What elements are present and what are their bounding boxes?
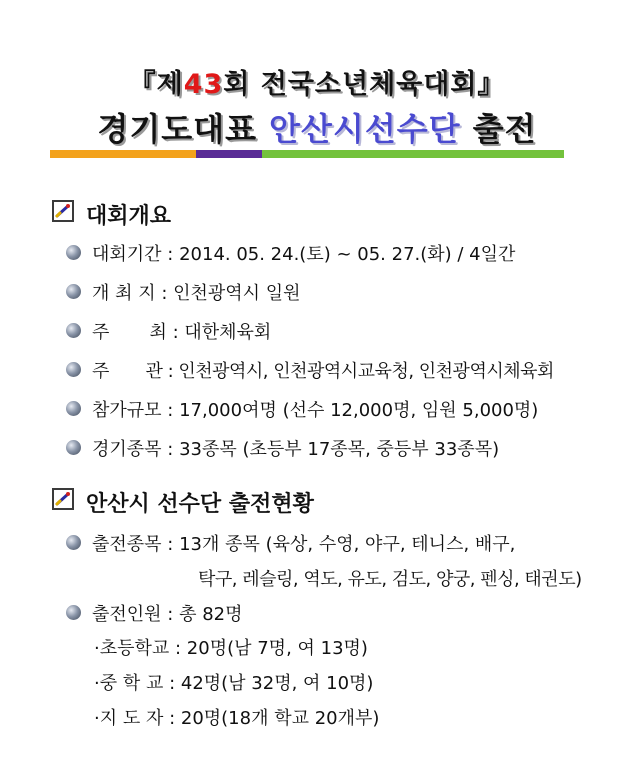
bullet-icon [66,605,81,620]
bullet-icon [66,440,81,455]
title-suffix: 출전 [460,110,537,148]
item-label: 출전인원 [92,604,162,625]
divider-bar-green [262,150,564,158]
bullet-icon [66,284,81,299]
overview-item-organizer [92,357,554,383]
section-heading-overview: 대회개요 [86,204,172,229]
item-label: 참가규모 [92,400,162,421]
headcount-sub-elementary [94,634,368,660]
item-label: 경기종목 [92,439,162,460]
overview-item-host [92,318,271,344]
bullet-icon [66,362,81,377]
item-label: 주 관 [92,361,163,382]
item-value: : 인천광역시 일원 [161,283,301,304]
item-value: : 20명(18개 학교 20개부) [169,708,380,729]
item-label: 주 최 [92,322,167,343]
item-label: ·지 도 자 [94,708,164,729]
page-title-line2 [0,104,634,150]
item-value: : 33종목 (초등부 17종목, 중등부 33종목) [167,439,500,460]
item-label: 출전종목 [92,534,162,555]
overview-item-venue [92,279,301,305]
bullet-icon [66,323,81,338]
title-province: 경기도대표 [97,110,270,148]
bullet-icon [66,401,81,416]
divider-bar-orange [50,150,196,158]
section-heading-team-status: 안산시 선수단 출전현황 [86,492,314,517]
divider-bar-purple [196,150,262,158]
overview-item-period [92,240,515,266]
item-value: : 20명(남 7명, 여 13명) [175,638,368,659]
item-value: : 17,000여명 (선수 12,000명, 임원 5,000명) [167,400,539,421]
item-value: : 인천광역시, 인천광역시교육청, 인천광역시체육회 [167,361,554,382]
item-label: 대회기간 [92,244,162,265]
item-label: 개 최 지 [92,283,156,304]
item-value: : 13개 종목 (육상, 수영, 야구, 테니스, 배구, [167,534,516,555]
title-prefix: 『제 [128,69,184,100]
title-event-name: 회 전국소년체육대회』 [223,69,506,100]
bullet-icon [66,245,81,260]
checkbox-pen-icon [52,488,74,510]
overview-item-events [92,435,499,461]
item-value: : 42명(남 32명, 여 10명) [169,673,374,694]
title-team-name: 안산시선수단 [269,110,461,148]
item-value: : 2014. 05. 24.(토) ~ 05. 27.(화) / 4일간 [167,244,516,265]
item-value: : 대한체육회 [172,322,272,343]
team-item-sports [92,530,515,556]
bullet-icon [66,535,81,550]
checkbox-pen-icon [52,200,74,222]
headcount-sub-coaches [94,704,379,730]
item-label: ·초등학교 [94,638,170,659]
overview-item-scale [92,396,538,422]
title-edition-number: 43 [183,69,224,100]
team-item-headcount [92,600,243,626]
item-value: : 총 82명 [167,604,243,625]
headcount-sub-middle [94,669,373,695]
item-label: ·중 학 교 [94,673,164,694]
team-item-sports-continued: 탁구, 레슬링, 역도, 유도, 검도, 양궁, 펜싱, 태권도) [198,569,582,590]
page-title-line1 [0,62,634,101]
